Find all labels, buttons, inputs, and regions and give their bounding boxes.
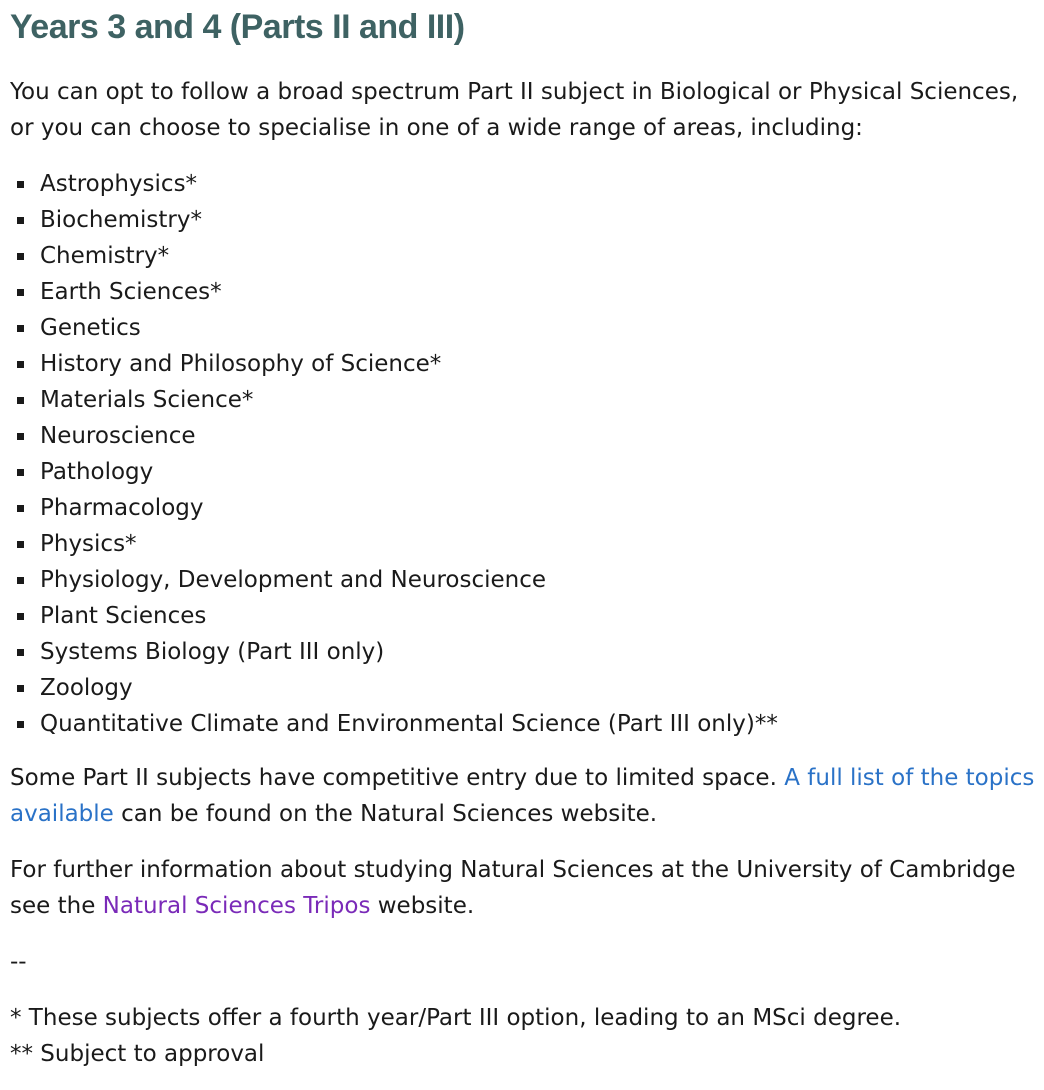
list-item-label: Earth Sciences* <box>40 279 222 305</box>
list-item-label: Biochemistry* <box>40 207 202 233</box>
competitive-entry-paragraph <box>10 760 1044 832</box>
list-item <box>10 166 1044 202</box>
list-item-label: Zoology <box>40 675 133 701</box>
topics-list-link[interactable]: A full list of the topics available <box>10 765 1035 827</box>
page-title: Years 3 and 4 (Parts II and III) <box>10 8 465 46</box>
subject-list <box>10 166 1044 742</box>
list-item-label: Astrophysics* <box>40 171 198 197</box>
square-bullet-icon <box>17 181 24 188</box>
list-item <box>10 562 1044 598</box>
square-bullet-icon <box>17 505 24 512</box>
list-item-label: Neuroscience <box>40 423 196 449</box>
competitive-text-after: can be found on the Natural Sciences website. <box>113 801 658 827</box>
footnote-approval: ** Subject to approval <box>10 1041 265 1067</box>
square-bullet-icon <box>17 325 24 332</box>
list-item-label: Pharmacology <box>40 495 204 521</box>
list-item <box>10 670 1044 706</box>
list-item <box>10 202 1044 238</box>
square-bullet-icon <box>17 541 24 548</box>
list-item-label: Genetics <box>40 315 141 341</box>
list-item-label: Physics* <box>40 531 137 557</box>
list-item <box>10 598 1044 634</box>
list-item-label: Systems Biology (Part III only) <box>40 639 385 665</box>
list-item <box>10 382 1044 418</box>
square-bullet-icon <box>17 613 24 620</box>
list-item-label: Plant Sciences <box>40 603 207 629</box>
list-item-label: Pathology <box>40 459 154 485</box>
list-item-label: History and Philosophy of Science* <box>40 351 442 377</box>
list-item-label: Chemistry* <box>40 243 170 269</box>
square-bullet-icon <box>17 361 24 368</box>
square-bullet-icon <box>17 217 24 224</box>
list-item <box>10 634 1044 670</box>
list-item-label: Quantitative Climate and Environmental Science (Part III only)** <box>40 711 778 737</box>
square-bullet-icon <box>17 721 24 728</box>
list-item <box>10 526 1044 562</box>
further-text-after: website. <box>370 893 475 919</box>
list-item-label: Materials Science* <box>40 387 254 413</box>
list-item <box>10 274 1044 310</box>
list-item <box>10 346 1044 382</box>
square-bullet-icon <box>17 289 24 296</box>
square-bullet-icon <box>17 433 24 440</box>
list-item <box>10 454 1044 490</box>
square-bullet-icon <box>17 397 24 404</box>
square-bullet-icon <box>17 469 24 476</box>
list-item-label: Physiology, Development and Neuroscience <box>40 567 547 593</box>
list-item <box>10 490 1044 526</box>
intro-paragraph: You can opt to follow a broad spectrum Part II subject in Biological or Physical Sciences, or you can choose to specialise in one of a wide range of areas, including: <box>10 79 1019 141</box>
further-text-before: For further information about studying Natural Sciences at the University of Cambridge see the <box>10 857 1016 919</box>
list-item <box>10 310 1044 346</box>
separator: -- <box>10 949 27 975</box>
footnote-msci: * These subjects offer a fourth year/Part III option, leading to an MSci degree. <box>10 1005 902 1031</box>
square-bullet-icon <box>17 685 24 692</box>
footnotes <box>10 1000 1044 1072</box>
further-info-paragraph <box>10 852 1044 924</box>
list-item <box>10 706 1044 742</box>
list-item <box>10 418 1044 454</box>
natural-sciences-tripos-link[interactable]: Natural Sciences Tripos <box>102 893 371 919</box>
square-bullet-icon <box>17 649 24 656</box>
competitive-text-before: Some Part II subjects have competitive entry due to limited space. <box>10 765 785 791</box>
list-item <box>10 238 1044 274</box>
square-bullet-icon <box>17 253 24 260</box>
square-bullet-icon <box>17 577 24 584</box>
